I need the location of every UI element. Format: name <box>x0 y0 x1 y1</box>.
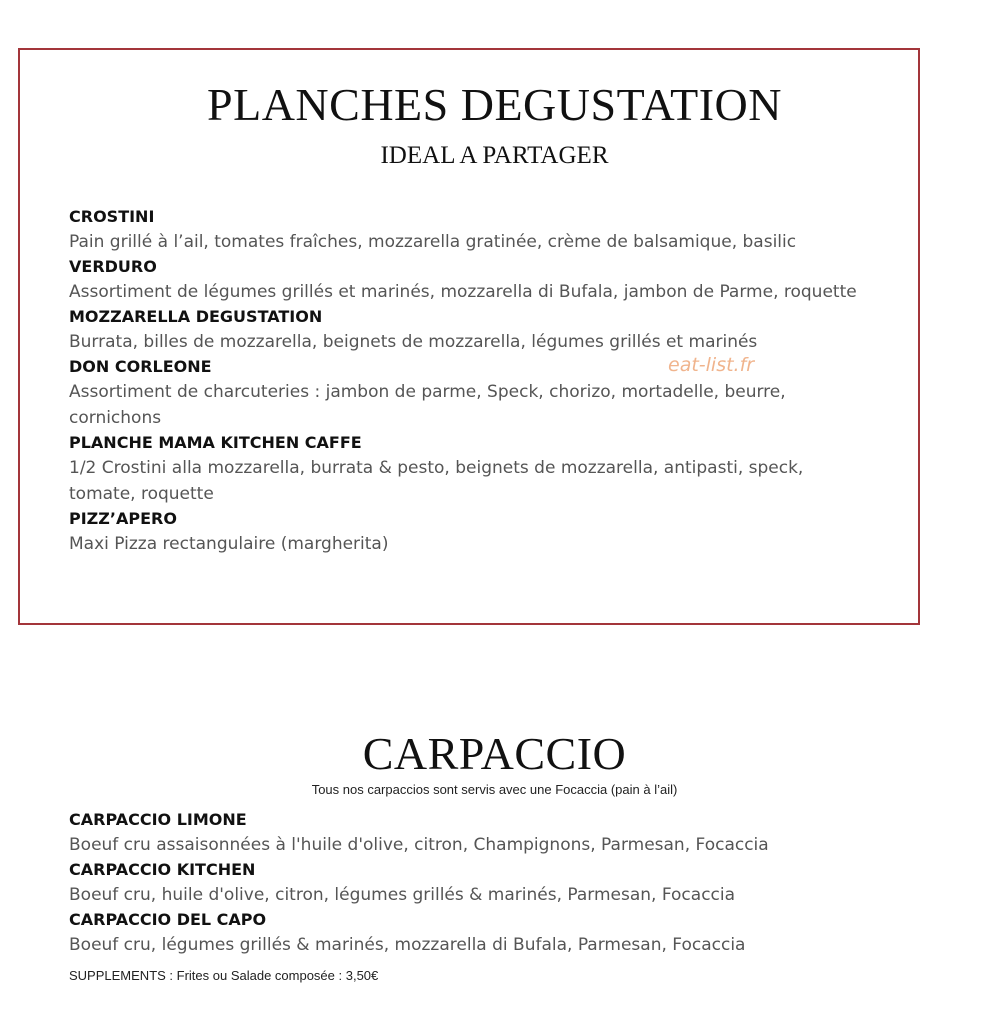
item-name: DON CORLEONE <box>69 357 212 376</box>
item-name: CARPACCIO LIMONE <box>69 810 247 829</box>
item-description: Boeuf cru, légumes grillés & marinés, mozzarella di Bufala, Parmesan, Focaccia <box>69 935 746 955</box>
carpaccio-menu-list <box>69 807 869 957</box>
item-name: PIZZ’APERO <box>69 509 177 528</box>
menu-item-carpaccio-limone <box>69 807 869 858</box>
menu-item-carpaccio-kitchen <box>69 857 869 908</box>
item-description: 1/2 Crostini alla mozzarella, burrata & pesto, beignets de mozzarella, antipasti, speck, tomate, roquette <box>69 458 804 504</box>
supplements-note: SUPPLEMENTS : Frites ou Salade composée : 3,50€ <box>69 968 379 983</box>
menu-item-carpaccio-del-capo <box>69 907 869 958</box>
section-subtitle-planches: IDEAL A PARTAGER <box>380 142 609 169</box>
menu-item-mozzarella-degustation <box>69 304 869 355</box>
item-name: CROSTINI <box>69 207 155 226</box>
item-name: CARPACCIO KITCHEN <box>69 860 256 879</box>
planches-menu-list <box>69 204 869 556</box>
section-title-planches: PLANCHES DEGUSTATION <box>207 79 782 130</box>
item-description: Boeuf cru assaisonnées à l'huile d'olive, citron, Champignons, Parmesan, Focaccia <box>69 835 769 855</box>
item-name: CARPACCIO DEL CAPO <box>69 910 267 929</box>
item-description: Assortiment de charcuteries : jambon de parme, Speck, chorizo, mortadelle, beurre, cornichons <box>69 382 786 428</box>
item-name: VERDURO <box>69 257 157 276</box>
item-description: Assortiment de légumes grillés et marinés, mozzarella di Bufala, jambon de Parme, roquette <box>69 282 857 302</box>
item-description: Boeuf cru, huile d'olive, citron, légumes grillés & marinés, Parmesan, Focaccia <box>69 885 736 905</box>
item-name: PLANCHE MAMA KITCHEN CAFFE <box>69 433 362 452</box>
item-description: Burrata, billes de mozzarella, beignets de mozzarella, légumes grillés et marinés <box>69 332 758 352</box>
watermark: eat-list.fr <box>668 354 755 376</box>
menu-item-verduro <box>69 254 869 305</box>
item-description: Pain grillé à l’ail, tomates fraîches, mozzarella gratinée, crème de balsamique, basilic <box>69 232 797 252</box>
item-name: MOZZARELLA DEGUSTATION <box>69 307 323 326</box>
menu-item-planche-mama-kitchen-caffe <box>69 430 869 507</box>
section-subtitle-carpaccio: Tous nos carpaccios sont servis avec une Focaccia (pain à l’ail) <box>311 782 678 797</box>
section-title-carpaccio: CARPACCIO <box>362 728 627 779</box>
menu-item-crostini <box>69 204 869 255</box>
menu-item-pizz-apero <box>69 506 869 557</box>
item-description: Maxi Pizza rectangulaire (margherita) <box>69 534 389 554</box>
